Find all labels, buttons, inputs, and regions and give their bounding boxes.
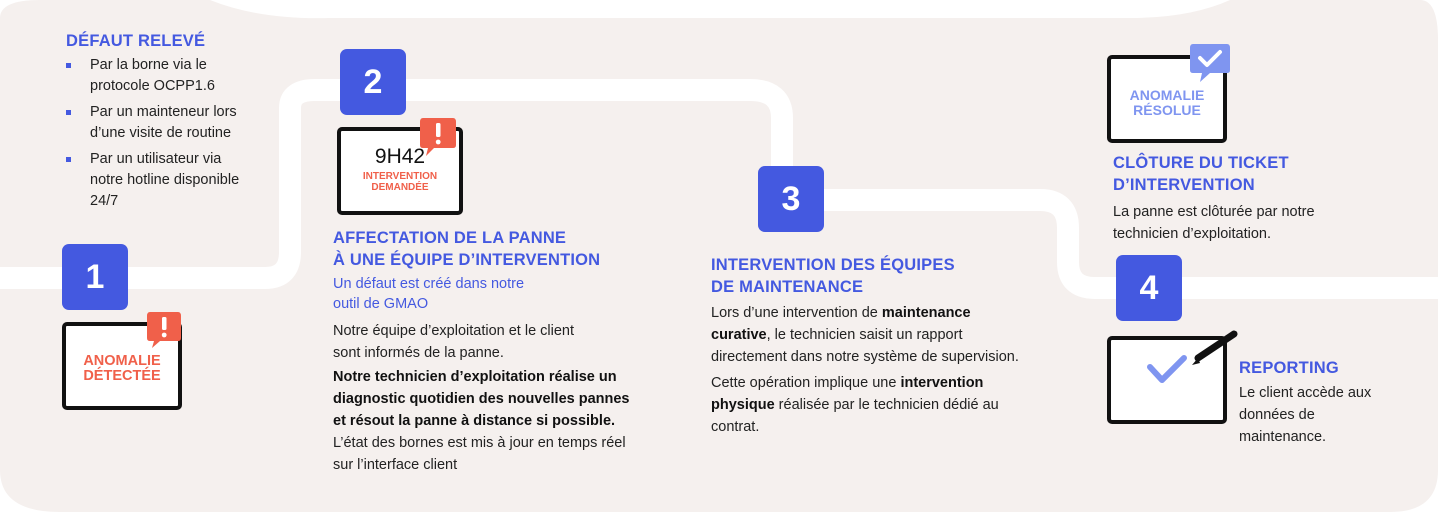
step1-heading: DÉFAUT RELEVÉ [66,32,206,50]
check-bubble-icon [1188,42,1232,84]
step2-heading-line2: À UNE ÉQUIPE D’INTERVENTION [333,251,601,269]
step2-number: 2 [340,49,406,115]
closure-heading [1113,152,1413,196]
step2-subtitle: Un défaut est créé dans notre outil de GMAO [333,276,525,312]
closure-heading-line2: D’INTERVENTION [1113,176,1255,194]
closure-text: La panne est clôturée par notre technicien d’exploitation. [1113,204,1315,242]
list-item: Par la borne via le protocole OCPP1.6 [63,55,253,97]
step2-para3: L’état des bornes est mis à jour en temps réel sur l’interface client [333,435,626,473]
step4-heading: REPORTING [1239,359,1339,377]
step3-number: 3 [758,166,824,232]
step2-heading-line1: AFFECTATION DE LA PANNE [333,229,567,247]
step3-heading-line1: INTERVENTION DES ÉQUIPES [711,256,955,274]
step3-heading [711,254,1011,298]
step1-badge-text: ANOMALIE DÉTECTÉE [83,353,161,384]
step2-badge-time: 9H42 [374,145,426,168]
closure-badge-text: ANOMALIE RÉSOLUE [1129,87,1205,118]
step4-text: Le client accède aux données de maintenance. [1239,385,1372,445]
text-span: réalisée par le technicien dédié au contrat. [711,397,999,435]
step4-number: 4 [1116,255,1182,321]
text-span: Cette opération implique une [711,375,901,391]
exclamation-icon [146,310,182,350]
list-item: Par un mainteneur lors d’une visite de routine [63,102,253,144]
step2-badge-text: INTERVENTION DEMANDÉE [362,171,438,193]
step3-para1 [711,302,1021,368]
step3-para2 [711,372,1021,438]
text-span: Lors d’une intervention de [711,305,882,321]
text-bold: maintenance curative [711,305,971,343]
text-bold: intervention physique [711,375,984,413]
step3-body [711,302,1021,442]
checklist-pen-icon [1140,330,1240,400]
step2-para2: Notre technicien d’exploitation réalise un diagnostic quotidien des nouvelles pannes et résout la panne à distance si possible. [333,369,630,429]
exclamation-icon [419,116,457,158]
text-span: , le technicien saisit un rapport directement dans notre système de supervision. [711,327,1019,365]
list-item: Par un utilisateur via notre hotline disponible 24/7 [63,149,253,212]
step3-heading-line2: DE MAINTENANCE [711,278,864,296]
closure-heading-line1: CLÔTURE DU TICKET [1113,154,1289,172]
step1-bullet-list [63,55,253,217]
step1-number: 1 [62,244,128,310]
step2-heading [333,227,633,271]
step2-para1: Notre équipe d’exploitation et le client sont informés de la panne. [333,323,575,361]
